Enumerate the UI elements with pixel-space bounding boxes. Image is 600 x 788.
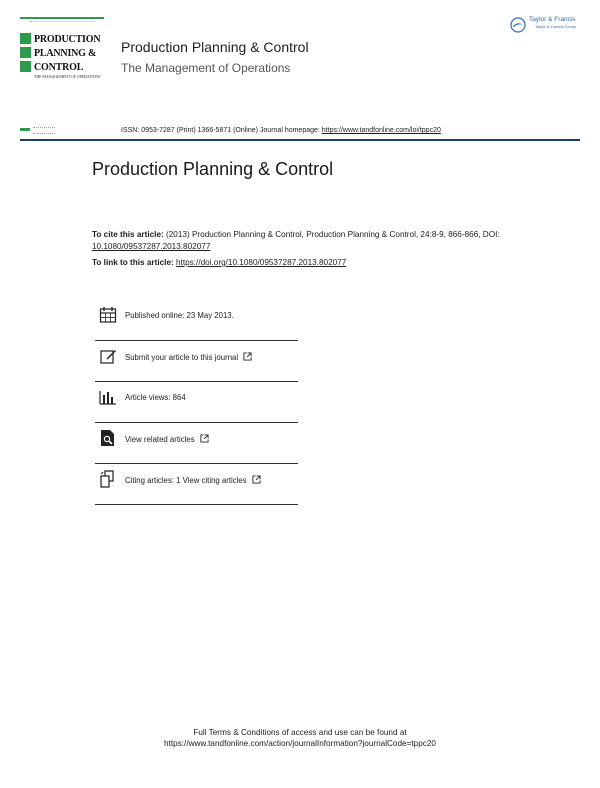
logo-line-3: CONTROL — [34, 62, 84, 73]
header-divider — [20, 139, 580, 141]
citing-articles-link[interactable] — [125, 475, 261, 485]
published-text: Published online: 23 May 2013. — [125, 311, 234, 320]
submit-article-label: Submit your article to this journal — [125, 353, 239, 362]
footer-terms-link[interactable]: https://www.tandfonline.com/action/journalInformation?journalCode=tppc20 — [164, 739, 436, 748]
external-link-icon — [200, 434, 209, 443]
search-document-icon — [99, 429, 117, 447]
logo-line-2: PLANNING & — [34, 48, 97, 59]
article-views-text: Article views: 864 — [125, 393, 186, 402]
citation-label: To cite this article: — [92, 230, 164, 239]
logo-top-rule — [20, 17, 104, 19]
bar-chart-icon — [99, 388, 117, 406]
logo-line-1: PRODUCTION — [34, 34, 101, 45]
journal-title: Production Planning & Control — [121, 39, 309, 55]
publisher-tagline: Taylor & Francis Group — [535, 24, 576, 29]
publisher-globe-icon — [510, 17, 526, 33]
journal-subtitle: The Management of Operations — [121, 61, 291, 75]
logo-subline: THE MANAGEMENT OF OPERATIONS — [34, 74, 101, 79]
external-link-icon — [252, 475, 261, 484]
submit-article-link[interactable] — [125, 352, 252, 362]
meta-views — [95, 382, 298, 423]
footer-line-1: Full Terms & Conditions of access and use can be found at — [193, 728, 407, 737]
logo-tiny-text — [30, 21, 96, 26]
citation-block — [92, 229, 512, 253]
journal-homepage-link[interactable]: https://www.tandfonline.com/loi/tppc20 — [321, 127, 441, 134]
article-doi-url[interactable]: https://doi.org/10.1080/09537287.2013.802077 — [176, 258, 347, 267]
edit-icon — [99, 347, 117, 365]
calendar-icon — [99, 306, 117, 324]
related-articles-link[interactable] — [125, 434, 209, 444]
article-meta-list — [95, 300, 298, 505]
citing-icon — [99, 470, 117, 488]
journal-logo — [20, 33, 104, 81]
small-logo-mark — [20, 128, 30, 131]
footer — [0, 727, 600, 749]
citation-doi-link[interactable]: 10.1080/09537287.2013.802077 — [92, 242, 211, 251]
meta-published — [95, 300, 298, 341]
external-link-icon — [243, 352, 252, 361]
article-title: Production Planning & Control — [92, 159, 334, 179]
citation-text: (2013) Production Planning & Control, Production Planning & Control, 24:8-9, 866-866, DOI: — [166, 230, 500, 239]
publisher-logo[interactable] — [510, 16, 584, 36]
publisher-name: Taylor & Francis — [529, 16, 576, 23]
meta-citing[interactable] — [95, 464, 298, 505]
issn-text: ISSN: 0953-7287 (Print) 1366-5871 (Online) Journal homepage: — [121, 127, 320, 134]
small-logo-text — [33, 127, 55, 134]
logo-green-bars — [20, 33, 31, 77]
meta-related[interactable] — [95, 423, 298, 464]
citing-articles-label: Citing articles: 1 View citing articles — [125, 476, 247, 485]
meta-submit[interactable] — [95, 341, 298, 382]
issn-line — [121, 127, 441, 134]
article-link-label: To link to this article: — [92, 258, 174, 267]
related-articles-label: View related articles — [125, 435, 195, 444]
article-link-block — [92, 258, 346, 267]
